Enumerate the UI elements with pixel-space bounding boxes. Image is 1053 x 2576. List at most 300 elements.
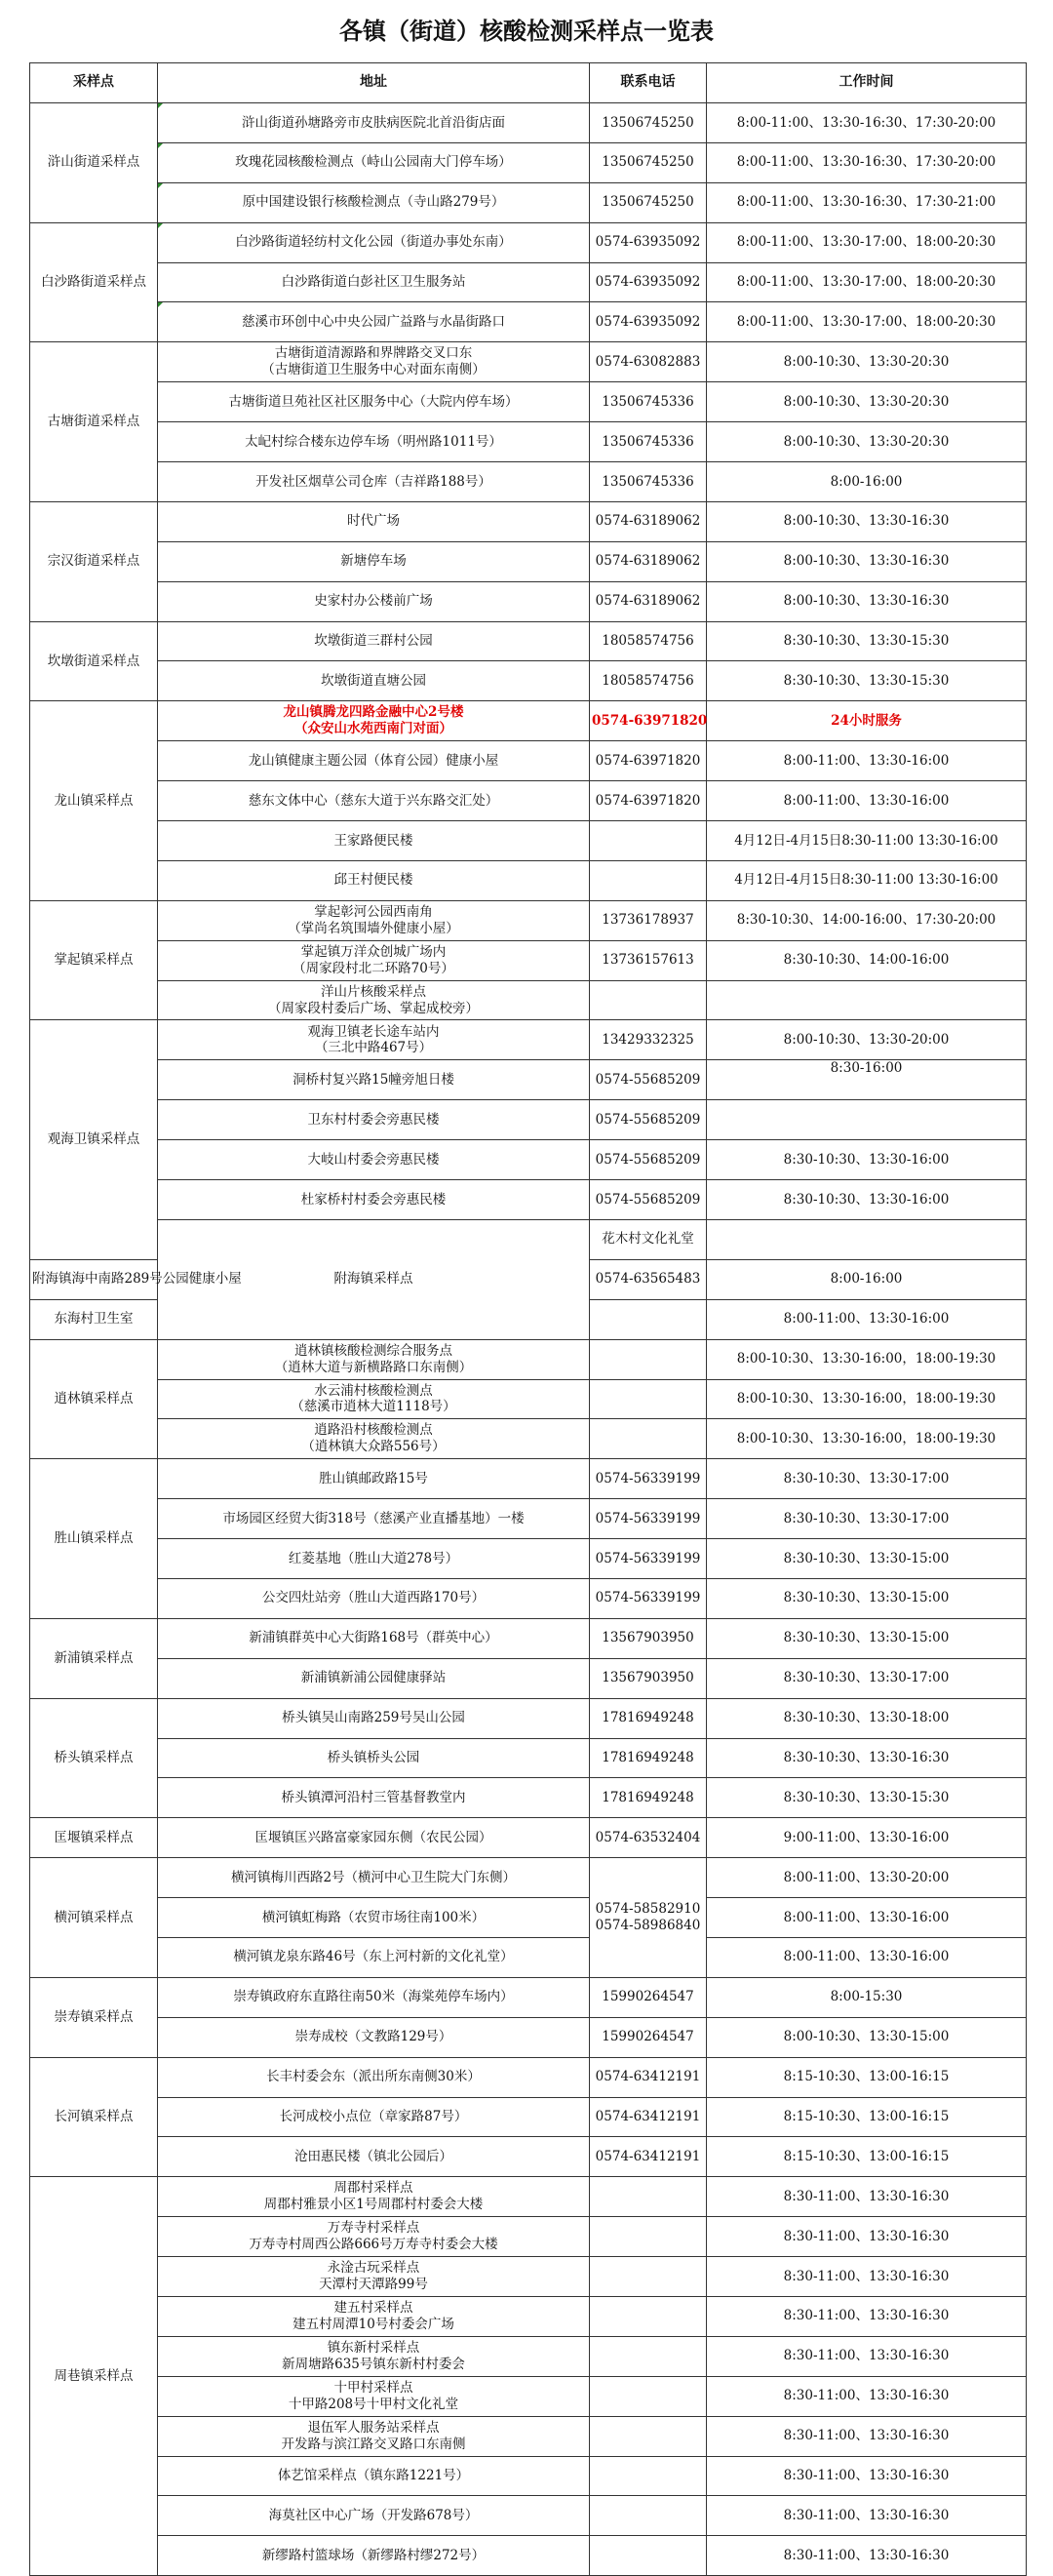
table-row (30, 741, 1027, 781)
phone-cell (590, 2416, 707, 2456)
sampling-sites-table (29, 62, 1027, 2576)
hours-text: 8:00-10:30、13:30-15:00 (783, 2029, 950, 2045)
table-row (30, 2296, 1027, 2336)
table-row (30, 142, 1027, 182)
hours-cell (707, 1339, 1027, 1379)
page-title: 各镇（街道）核酸检测采样点一览表 (339, 17, 714, 45)
phone-cell (590, 1658, 707, 1698)
address-cell (158, 1419, 590, 1459)
phone-cell (590, 1259, 707, 1299)
table-row (30, 1100, 1027, 1140)
phone-cell (590, 541, 707, 581)
phone-cell (590, 1100, 707, 1140)
site-group-cell: 观海卫镇采样点 (30, 1020, 158, 1259)
address-cell (158, 1818, 590, 1858)
hours-text: 8:00-15:30 (830, 1989, 903, 2005)
table-body (30, 103, 1027, 2576)
phone-cell (590, 940, 707, 980)
hours-text: 8:00-11:00、13:30-17:00、18:00-20:30 (736, 313, 996, 330)
address-cell (158, 2217, 590, 2257)
address-line: 观海卫镇老长途车站内 (307, 1023, 440, 1040)
phone-cell (590, 1738, 707, 1778)
site-group-cell: 新浦镇采样点 (30, 1618, 158, 1698)
phone-number: 0574-63189062 (595, 513, 701, 530)
address-cell (158, 142, 590, 182)
phone-cell (590, 1698, 707, 1738)
table-row (30, 1339, 1027, 1379)
address-line: 体艺馆采样点（镇东路1221号） (277, 2468, 470, 2484)
hours-cell (707, 2097, 1027, 2137)
header-site: 采样点 (30, 63, 158, 103)
phone-number: 0574-55685209 (595, 1071, 701, 1088)
address-line: 桥头镇桥头公园 (327, 1750, 420, 1766)
phone-number: 0574-58582910 (595, 1901, 701, 1918)
hours-cell (707, 2376, 1027, 2416)
hours-cell (707, 701, 1027, 741)
address-line: （三北中路467号） (314, 1040, 433, 1056)
table-row (30, 2257, 1027, 2297)
phone-cell (590, 182, 707, 222)
table-row (30, 781, 1027, 821)
hours-cell (707, 2416, 1027, 2456)
address-cell (158, 2536, 590, 2576)
address-line: 永淦古玩采样点 (327, 2260, 420, 2277)
address-line: 新缪路村篮球场（新缪路村缪272号） (261, 2547, 486, 2563)
hours-text: 4月12日-4月15日8:30-11:00 13:30-16:00 (734, 872, 998, 889)
address-cell (158, 1459, 590, 1499)
site-group-cell: 坎墩街道采样点 (30, 621, 158, 701)
address-line: 横河镇龙泉东路46号（东上河村新的文化礼堂） (233, 1949, 514, 1965)
address-cell (158, 2296, 590, 2336)
address-cell (158, 501, 590, 541)
address-cell (158, 2057, 590, 2097)
phone-cell (707, 1219, 1027, 1259)
phone-cell (590, 2336, 707, 2376)
hours-cell (707, 2177, 1027, 2217)
header-hours: 工作时间 (707, 63, 1027, 103)
hours-cell (707, 1618, 1027, 1658)
address-line: 崇寿成校（文教路129号） (294, 2029, 452, 2045)
site-group-cell: 崇寿镇采样点 (30, 1977, 158, 2057)
phone-cell (590, 781, 707, 821)
table-row (30, 1020, 1027, 1060)
address-line: 新塘停车场 (340, 553, 407, 570)
table-row (30, 2456, 1027, 2496)
phone-cell (590, 2137, 707, 2177)
phone-cell (590, 2257, 707, 2297)
table-row (30, 1658, 1027, 1698)
phone-cell (590, 2296, 707, 2336)
header-address: 地址 (158, 63, 590, 103)
hours-text: 8:00-10:30、13:30-16:00，18:00-19:30 (736, 1391, 996, 1407)
table-row (30, 2416, 1027, 2456)
hours-text: 8:30-10:30、13:30-15:30 (783, 672, 950, 689)
address-line: 附海镇海中南路289号公园健康小屋 (32, 1271, 242, 1288)
table-row (30, 1858, 1027, 1898)
phone-number: 0574-55685209 (595, 1111, 701, 1128)
address-line: 大岐山村委会旁惠民楼 (307, 1151, 440, 1168)
address-line: （周家段村委后广场、掌起成校旁） (268, 1000, 479, 1016)
phone-number: 15990264547 (602, 2029, 694, 2045)
hours-text: 8:00-11:00、13:30-16:00 (783, 1311, 950, 1328)
address-cell (158, 103, 590, 143)
table-row (30, 2137, 1027, 2177)
hours-cell (707, 1738, 1027, 1778)
address-line: 横河镇虹梅路（农贸市场往南100米） (261, 1909, 486, 1925)
address-cell (158, 1738, 590, 1778)
address-cell (158, 581, 590, 621)
hours-cell (707, 581, 1027, 621)
hours-text: 8:30-10:30、13:30-16:00 (783, 1191, 950, 1208)
phone-number: 13506745336 (602, 473, 694, 490)
hours-text: 8:30-11:00、13:30-16:30 (783, 2547, 950, 2563)
table-row (30, 2217, 1027, 2257)
address-line: 坎墩街道直塘公园 (321, 672, 426, 689)
phone-cell (590, 2376, 707, 2416)
address-line: 邱王村便民楼 (333, 872, 413, 889)
address-cell (158, 1140, 590, 1180)
phone-number: 13736178937 (602, 912, 694, 929)
address-line: 海莫社区中心广场（开发路678号） (268, 2507, 479, 2523)
address-cell (158, 382, 590, 422)
phone-cell (590, 462, 707, 502)
table-row (30, 1419, 1027, 1459)
hours-text: 8:00-11:00、13:30-17:00、18:00-20:30 (736, 274, 996, 291)
address-cell (158, 2257, 590, 2297)
phone-number: 0574-63412191 (595, 2069, 701, 2085)
table-row (30, 1459, 1027, 1499)
address-line: 市场园区经贸大街318号（慈溪产业直播基地）一楼 (222, 1510, 525, 1526)
address-line: 匡堰镇匡兴路富豪家园东侧（农民公园） (254, 1829, 492, 1845)
table-row (30, 1937, 1027, 1977)
hours-cell (707, 342, 1027, 382)
hours-cell (707, 661, 1027, 701)
site-group-cell: 匡堰镇采样点 (30, 1818, 158, 1858)
phone-cell (590, 1818, 707, 1858)
address-line: 开发社区烟草公司仓库（吉祥路188号） (255, 473, 491, 490)
phone-number: 15990264547 (602, 1989, 694, 2005)
address-cell (158, 1578, 590, 1618)
phone-cell (590, 142, 707, 182)
address-cell (158, 262, 590, 302)
phone-cell (590, 1578, 707, 1618)
table-row (30, 701, 1027, 741)
hours-cell (707, 2496, 1027, 2536)
hours-text: 8:00-10:30、13:30-20:30 (783, 433, 950, 450)
address-cell (158, 1778, 590, 1818)
phone-cell (590, 1419, 707, 1459)
phone-cell (590, 860, 707, 900)
site-group-cell: 长河镇采样点 (30, 2057, 158, 2177)
phone-number: 0574-63935092 (595, 274, 701, 291)
site-group-cell: 龙山镇采样点 (30, 701, 158, 900)
table-row (30, 1778, 1027, 1818)
hours-cell (707, 2017, 1027, 2057)
hours-text: 8:30-10:30、14:00-16:00、17:30-20:00 (736, 912, 996, 929)
phone-number: 0574-56339199 (595, 1510, 701, 1526)
address-line: 白沙路街道白彭社区卫生服务站 (281, 274, 466, 291)
table-row (30, 1738, 1027, 1778)
hours-text: 8:30-11:00、13:30-16:30 (783, 2388, 950, 2404)
hours-cell (707, 262, 1027, 302)
hours-text: 8:30-10:30、14:00-16:00 (783, 952, 950, 969)
address-line: 开发路与滨江路交叉路口东南侧 (281, 2436, 466, 2452)
hours-cell (707, 980, 1027, 1020)
hours-cell (707, 1499, 1027, 1539)
address-line: 长河成校小点位（章家路87号） (279, 2109, 468, 2125)
phone-number: 0574-63532404 (595, 1829, 701, 1845)
table-row (30, 581, 1027, 621)
table-row (30, 621, 1027, 661)
site-group-cell: 宗汉街道采样点 (30, 501, 158, 621)
phone-cell (590, 1459, 707, 1499)
table-row (30, 2336, 1027, 2376)
hours-text: 8:30-11:00、13:30-16:30 (783, 2507, 950, 2523)
hours-cell (707, 1140, 1027, 1180)
phone-cell (590, 1977, 707, 2017)
hours-cell (707, 1539, 1027, 1579)
phone-number: 13506745336 (602, 393, 694, 410)
phone-cell (590, 1618, 707, 1658)
address-line: 崇寿镇政府东直路往南50米（海棠苑停车场内） (233, 1989, 514, 2005)
address-cell (158, 1898, 590, 1938)
address-cell (158, 2496, 590, 2536)
phone-number: 0574-58986840 (595, 1918, 701, 1934)
address-line: 洋山片核酸采样点 (321, 983, 426, 1000)
address-cell (158, 2137, 590, 2177)
address-line: （逍林大道与新横路路口东南侧） (274, 1359, 473, 1375)
hours-text: 8:30-11:00、13:30-16:30 (783, 2348, 950, 2364)
hours-cell (707, 2336, 1027, 2376)
address-cell (158, 2177, 590, 2217)
hours-text: 8:30-10:30、13:30-15:00 (783, 1630, 950, 1646)
phone-cell (590, 2097, 707, 2137)
hours-text: 8:15-10:30、13:00-16:15 (783, 2109, 950, 2125)
phone-number: 0574-63935092 (595, 313, 701, 330)
site-group-cell: 白沙路街道采样点 (30, 222, 158, 342)
address-cell (158, 422, 590, 462)
address-cell (158, 222, 590, 262)
phone-number: 0574-55685209 (595, 1151, 701, 1168)
phone-cell (590, 1778, 707, 1818)
table-row (30, 900, 1027, 940)
hours-cell (707, 1658, 1027, 1698)
hours-cell (707, 940, 1027, 980)
address-cell (158, 2336, 590, 2376)
hours-cell (707, 302, 1027, 342)
hours-cell (707, 541, 1027, 581)
site-group-cell: 浒山街道采样点 (30, 103, 158, 223)
address-cell (158, 182, 590, 222)
phone-number: 0574-63189062 (595, 593, 701, 610)
address-line: 卫东村村委会旁惠民楼 (307, 1111, 440, 1128)
hours-text: 8:15-10:30、13:00-16:15 (783, 2148, 950, 2164)
phone-cell (590, 1539, 707, 1579)
address-line: 建五村周潭10号村委会广场 (292, 2316, 454, 2332)
address-cell (158, 1499, 590, 1539)
phone-cell (590, 1858, 707, 1978)
hours-text: 8:00-11:00、13:30-16:00 (783, 792, 950, 809)
address-cell (158, 661, 590, 701)
table-row (30, 1219, 1027, 1259)
address-line: 退伍军人服务站采样点 (307, 2419, 440, 2436)
phone-number: 18058574756 (602, 672, 694, 689)
hours-cell (707, 860, 1027, 900)
address-line: 原中国建设银行核酸检测点（寺山路279号） (242, 194, 505, 211)
address-cell (158, 1339, 590, 1379)
site-group-cell: 掌起镇采样点 (30, 900, 158, 1020)
site-group-cell: 桥头镇采样点 (30, 1698, 158, 1818)
hours-text: 8:00-11:00、13:30-16:00 (783, 1909, 950, 1925)
table-row (30, 262, 1027, 302)
address-cell (158, 940, 590, 980)
hours-text: 8:00-10:30、13:30-20:30 (783, 353, 950, 370)
address-cell (590, 1219, 707, 1259)
hours-cell (707, 2137, 1027, 2177)
hours-text: 8:00-10:30、13:30-16:30 (783, 553, 950, 570)
hours-cell (707, 1858, 1027, 1898)
address-line: 洞桥村复兴路15幢旁旭日楼 (292, 1071, 454, 1088)
address-cell (158, 860, 590, 900)
address-line: 龙山镇腾龙四路金融中心2号楼 (283, 704, 464, 721)
phone-number: 0574-56339199 (595, 1470, 701, 1486)
address-line: 万寿寺村周西公路666号万寿寺村委会大楼 (249, 2237, 498, 2253)
table-row (30, 940, 1027, 980)
address-cell (158, 1658, 590, 1698)
hours-cell (707, 1419, 1027, 1459)
table-row (30, 1578, 1027, 1618)
hours-cell (707, 1698, 1027, 1738)
header-phone: 联系电话 (590, 63, 707, 103)
address-line: 逍路沿村核酸检测点 (314, 1422, 433, 1439)
address-line: 白沙路街道轻纺村文化公园（街道办事处东南） (235, 234, 512, 251)
phone-number: 17816949248 (602, 1789, 694, 1805)
address-cell (158, 2097, 590, 2137)
hours-text: 8:00-10:30、13:30-20:30 (783, 393, 950, 410)
hours-cell (707, 142, 1027, 182)
phone-number: 13429332325 (602, 1031, 694, 1048)
hours-text: 8:30-11:00、13:30-16:30 (783, 2308, 950, 2324)
hours-text: 8:00-10:30、13:30-16:00，18:00-19:30 (736, 1351, 996, 1367)
address-line: 浒山街道孙塘路旁市皮肤病医院北首沿街店面 (242, 114, 505, 131)
phone-number: 13567903950 (602, 1670, 694, 1686)
table-row (30, 1977, 1027, 2017)
hours-text: 8:00-10:30、13:30-20:00 (783, 1031, 950, 1048)
address-line: 水云浦村核酸检测点 (314, 1382, 433, 1399)
phone-cell (590, 980, 707, 1020)
address-line: 逍林镇核酸检测综合服务点 (294, 1342, 452, 1359)
phone-number: 0574-56339199 (595, 1550, 701, 1566)
site-group-cell: 胜山镇采样点 (30, 1459, 158, 1619)
site-group-cell: 附海镇采样点 (158, 1219, 590, 1339)
hours-text: 8:00-11:00、13:30-16:00 (783, 752, 950, 769)
table-row (30, 382, 1027, 422)
address-cell (158, 980, 590, 1020)
phone-number: 0574-63971820 (595, 752, 701, 769)
phone-number: 17816949248 (602, 1710, 694, 1726)
table-row (30, 1379, 1027, 1419)
hours-cell (707, 621, 1027, 661)
phone-cell (590, 2456, 707, 2496)
hours-cell (707, 1778, 1027, 1818)
hours-text: 4月12日-4月15日8:30-11:00 13:30-16:00 (734, 832, 998, 849)
phone-cell (590, 621, 707, 661)
table-row (30, 103, 1027, 143)
hours-text: 8:30-10:30、13:30-17:00 (783, 1470, 950, 1486)
phone-cell (590, 1499, 707, 1539)
table-row (30, 1818, 1027, 1858)
hours-cell (707, 2456, 1027, 2496)
site-group-cell: 逍林镇采样点 (30, 1339, 158, 1459)
address-line: （掌尚名筑围墙外健康小屋） (288, 920, 459, 936)
hours-cell (707, 1100, 1027, 1140)
hours-text: 8:30-10:30、13:30-17:00 (783, 1670, 950, 1686)
table-row (30, 182, 1027, 222)
address-line: （古塘街道卫生服务中心对面东南侧） (261, 362, 486, 378)
address-cell (158, 741, 590, 781)
table-row (30, 222, 1027, 262)
address-cell (158, 1100, 590, 1140)
phone-number: 0574-55685209 (595, 1191, 701, 1208)
header-row (30, 63, 1027, 103)
hours-cell (707, 1020, 1027, 1060)
address-cell (158, 342, 590, 382)
phone-cell (590, 422, 707, 462)
address-cell (158, 1539, 590, 1579)
address-line: 周郡村采样点 (333, 2180, 413, 2197)
hours-cell (707, 1060, 1027, 1100)
address-cell (158, 2376, 590, 2416)
address-line: 新周塘路635号镇东新村村委会 (282, 2356, 465, 2372)
address-cell (158, 1379, 590, 1419)
table-row (30, 821, 1027, 861)
address-line: 古塘街道旦苑社区社区服务中心（大院内停车场） (228, 393, 519, 410)
address-line: 古塘街道清源路和界牌路交叉口东 (274, 345, 473, 362)
hours-text: 8:30-10:30、13:30-15:30 (783, 633, 950, 650)
site-group-cell: 古塘街道采样点 (30, 342, 158, 502)
hours-text: 8:00-11:00、13:30-16:30、17:30-20:00 (736, 114, 996, 131)
address-line: 横河镇梅川西路2号（横河中心卫生院大门东侧） (230, 1869, 517, 1885)
address-cell (158, 1858, 590, 1898)
phone-cell (590, 2536, 707, 2576)
table-row (30, 661, 1027, 701)
address-cell (158, 1698, 590, 1738)
hours-cell (707, 422, 1027, 462)
hours-cell (707, 1259, 1027, 1299)
hours-cell (707, 2536, 1027, 2576)
table-row (30, 1618, 1027, 1658)
address-line: （慈溪市逍林大道1118号） (291, 1399, 456, 1415)
phone-cell (590, 103, 707, 143)
address-line: 万寿寺村采样点 (327, 2220, 420, 2237)
table-row (30, 2017, 1027, 2057)
hours-cell (707, 2217, 1027, 2257)
address-line: 桥头镇潭河沿村三管基督教堂内 (281, 1789, 466, 1805)
address-cell (158, 1020, 590, 1060)
phone-cell (590, 1020, 707, 1060)
phone-number: 13506745336 (602, 433, 694, 450)
address-line: 掌起镇万洋众创城广场内 (300, 943, 447, 960)
hours-cell (707, 1898, 1027, 1938)
phone-cell (590, 2217, 707, 2257)
phone-number: 0574-63082883 (595, 353, 701, 370)
hours-text: 8:30-11:00、13:30-16:30 (783, 2468, 950, 2484)
table-row (30, 541, 1027, 581)
phone-number: 0574-63565483 (595, 1271, 701, 1288)
hours-cell (707, 182, 1027, 222)
address-line: 掌起彰河公园西南角 (314, 903, 433, 920)
hours-text: 8:30-11:00、13:30-16:30 (783, 2268, 950, 2284)
